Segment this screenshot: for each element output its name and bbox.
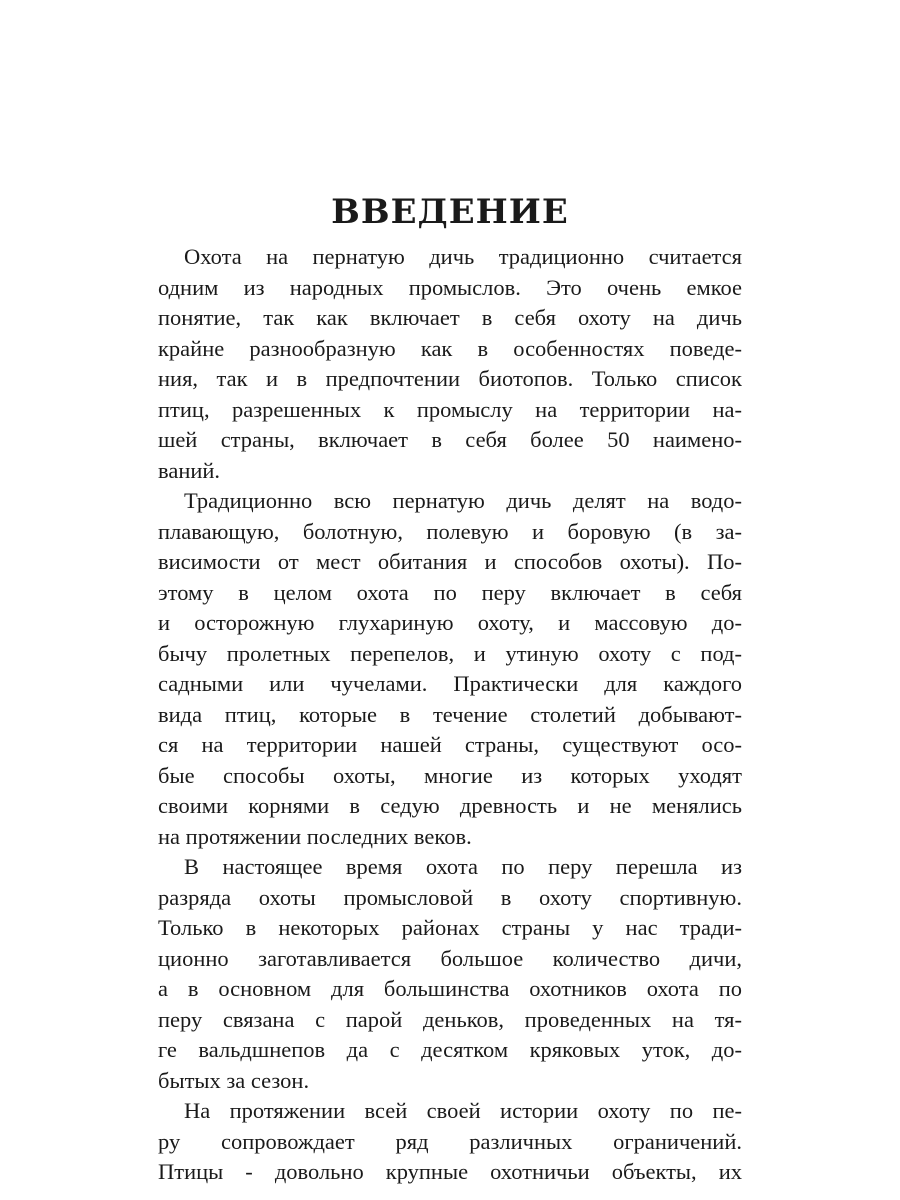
text-line: плавающую, болотную, полевую и боровую (в за-	[158, 518, 742, 544]
paragraph	[158, 486, 742, 852]
text-line: Птицы - довольно крупные охотничьи объекты, их	[158, 1159, 742, 1184]
text-line: понятие, так как включает в себя охоту на дичь	[158, 305, 742, 330]
text-line: птиц, разрешенных к промыслу на территории на-	[158, 396, 742, 422]
text-line: бытых за сезон.	[158, 1067, 310, 1093]
text-line: и осторожную глухариную охоту, и массовую до-	[158, 610, 742, 635]
text-line: ния, так и в предпочтении биотопов. Только список	[158, 366, 742, 391]
text-line: Охота на пернатую дичь традиционно считается	[184, 244, 742, 269]
page-title: ВВЕДЕНИЕ	[331, 192, 569, 232]
text-line: а в основном для большинства охотников охота по	[158, 976, 742, 1001]
text-line: ру сопровождает ряд различных ограничений.	[158, 1128, 742, 1154]
text-line: ционно заготавливается большое количество дичи,	[158, 945, 742, 971]
text-line: висимости от мест обитания и способов охоты). По-	[158, 549, 742, 574]
text-line: ге вальдшнепов да с десятком кряковых уток, до-	[158, 1037, 742, 1062]
text-line: В настоящее время охота по перу перешла из	[184, 854, 742, 879]
text-line: своими корнями в седую древность и не менялись	[158, 793, 742, 818]
body-text	[158, 242, 742, 1188]
text-line: ся на территории нашей страны, существуют осо-	[158, 732, 742, 757]
text-line: этому в целом охота по перу включает в себя	[158, 579, 742, 605]
page	[158, 190, 742, 1188]
text-line: Традиционно всю пернатую дичь делят на водо-	[184, 488, 742, 513]
text-line: ваний.	[158, 457, 221, 483]
text-line: на протяжении последних веков.	[158, 823, 472, 849]
text-line: вида птиц, которые в течение столетий добывают-	[158, 701, 742, 727]
text-line: бычу пролетных перепелов, и утиную охоту с под-	[158, 640, 742, 666]
paragraph	[158, 852, 742, 1096]
paragraph	[158, 1096, 742, 1188]
text-line: одним из народных промыслов. Это очень емкое	[158, 274, 742, 300]
text-line: На протяжении всей своей истории охоту по пе-	[184, 1098, 742, 1123]
text-line: Только в некоторых районах страны у нас тради-	[158, 915, 742, 940]
text-line: разряда охоты промысловой в охоту спортивную.	[158, 884, 742, 910]
paragraph	[158, 242, 742, 486]
text-line: бые способы охоты, многие из которых уходят	[158, 762, 742, 788]
text-line: шей страны, включает в себя более 50 наимено-	[158, 427, 742, 452]
text-line: садными или чучелами. Практически для каждого	[158, 671, 742, 696]
text-line: крайне разнообразную как в особенностях поведе-	[158, 335, 742, 361]
text-line: перу связана с парой деньков, проведенных на тя-	[158, 1006, 742, 1032]
